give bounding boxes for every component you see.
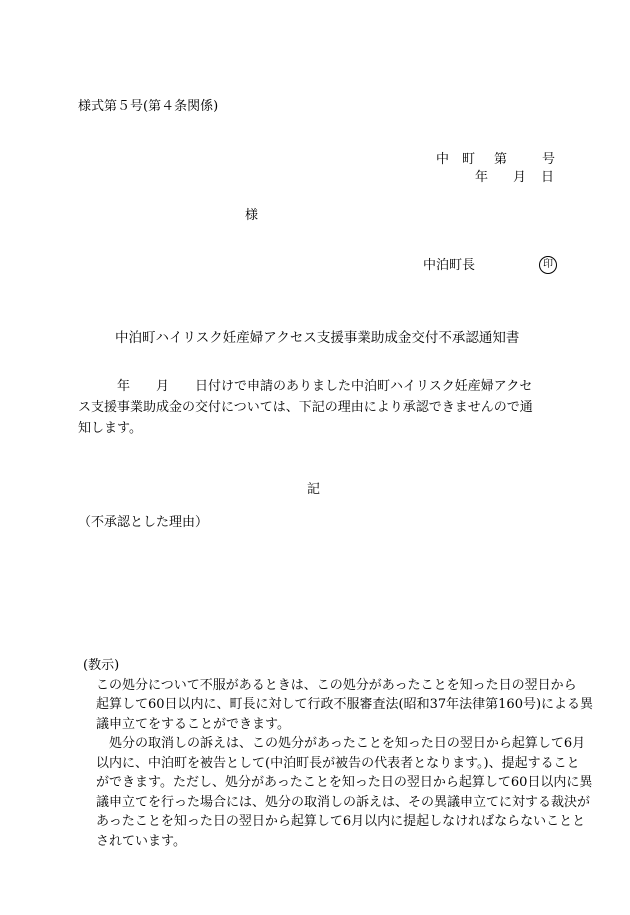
notice-line: 起算して60日以内に、町長に対して行政不服審査法(昭和37年法律第160号)による異 <box>83 697 594 712</box>
date-month: 月 <box>513 170 527 185</box>
notice-heading: (教示) <box>83 658 120 673</box>
body-text <box>78 376 558 439</box>
document-number-place: 中 町 <box>436 152 476 167</box>
ki-heading: 記 <box>307 482 321 497</box>
notice-line: この処分について不服があるときは、この処分があったことを知った日の翌日から <box>83 677 577 693</box>
seal-mark: 印 <box>539 256 557 274</box>
notice-line: されています。 <box>83 833 186 849</box>
date-day: 日 <box>541 170 555 185</box>
notice-line: 処分の取消しの訴えは、この処分があったことを知った日の翌日から起算して6月 <box>83 736 586 751</box>
notice-line: あったことを知った日の翌日から起算して6月以内に提起しなければならないことと <box>83 814 586 829</box>
date-year: 年 <box>475 170 489 185</box>
document-date <box>475 169 554 187</box>
form-number: 様式第５号(第４条関係) <box>78 99 219 114</box>
notice-line: 議申立てを行った場合には、処分の取消しの訴えは、その異議申立てに対する裁決が <box>83 794 591 810</box>
notice-line: 以内に、中泊町を被告として(中泊町長が被告の代表者となります。)、提起すること <box>83 755 580 771</box>
document-title: 中泊町ハイリスク妊産婦アクセス支援事業助成金交付不承認通知書 <box>115 330 520 346</box>
body-line: ス支援事業助成金の交付については、下記の理由により承認できませんので通 <box>78 400 533 415</box>
notice-line: ができます。ただし、処分があったことを知った日の翌日から起算して60日以内に異 <box>83 775 593 790</box>
document-number-go: 号 <box>542 152 556 167</box>
issuer-name: 中泊町長 <box>423 258 476 273</box>
document-number-dai: 第 <box>494 152 508 167</box>
body-line: 年 月 日付けで申請のありました中泊町ハイリスク妊産婦アクセ <box>78 379 533 394</box>
instruction-notice <box>83 656 594 851</box>
addressee: 様 <box>245 208 259 223</box>
document-number <box>436 151 555 169</box>
body-line: 知します。 <box>78 421 142 436</box>
notice-line: 議申立てをすることができます。 <box>83 716 290 732</box>
reason-label: （不承認とした理由） <box>78 515 209 530</box>
